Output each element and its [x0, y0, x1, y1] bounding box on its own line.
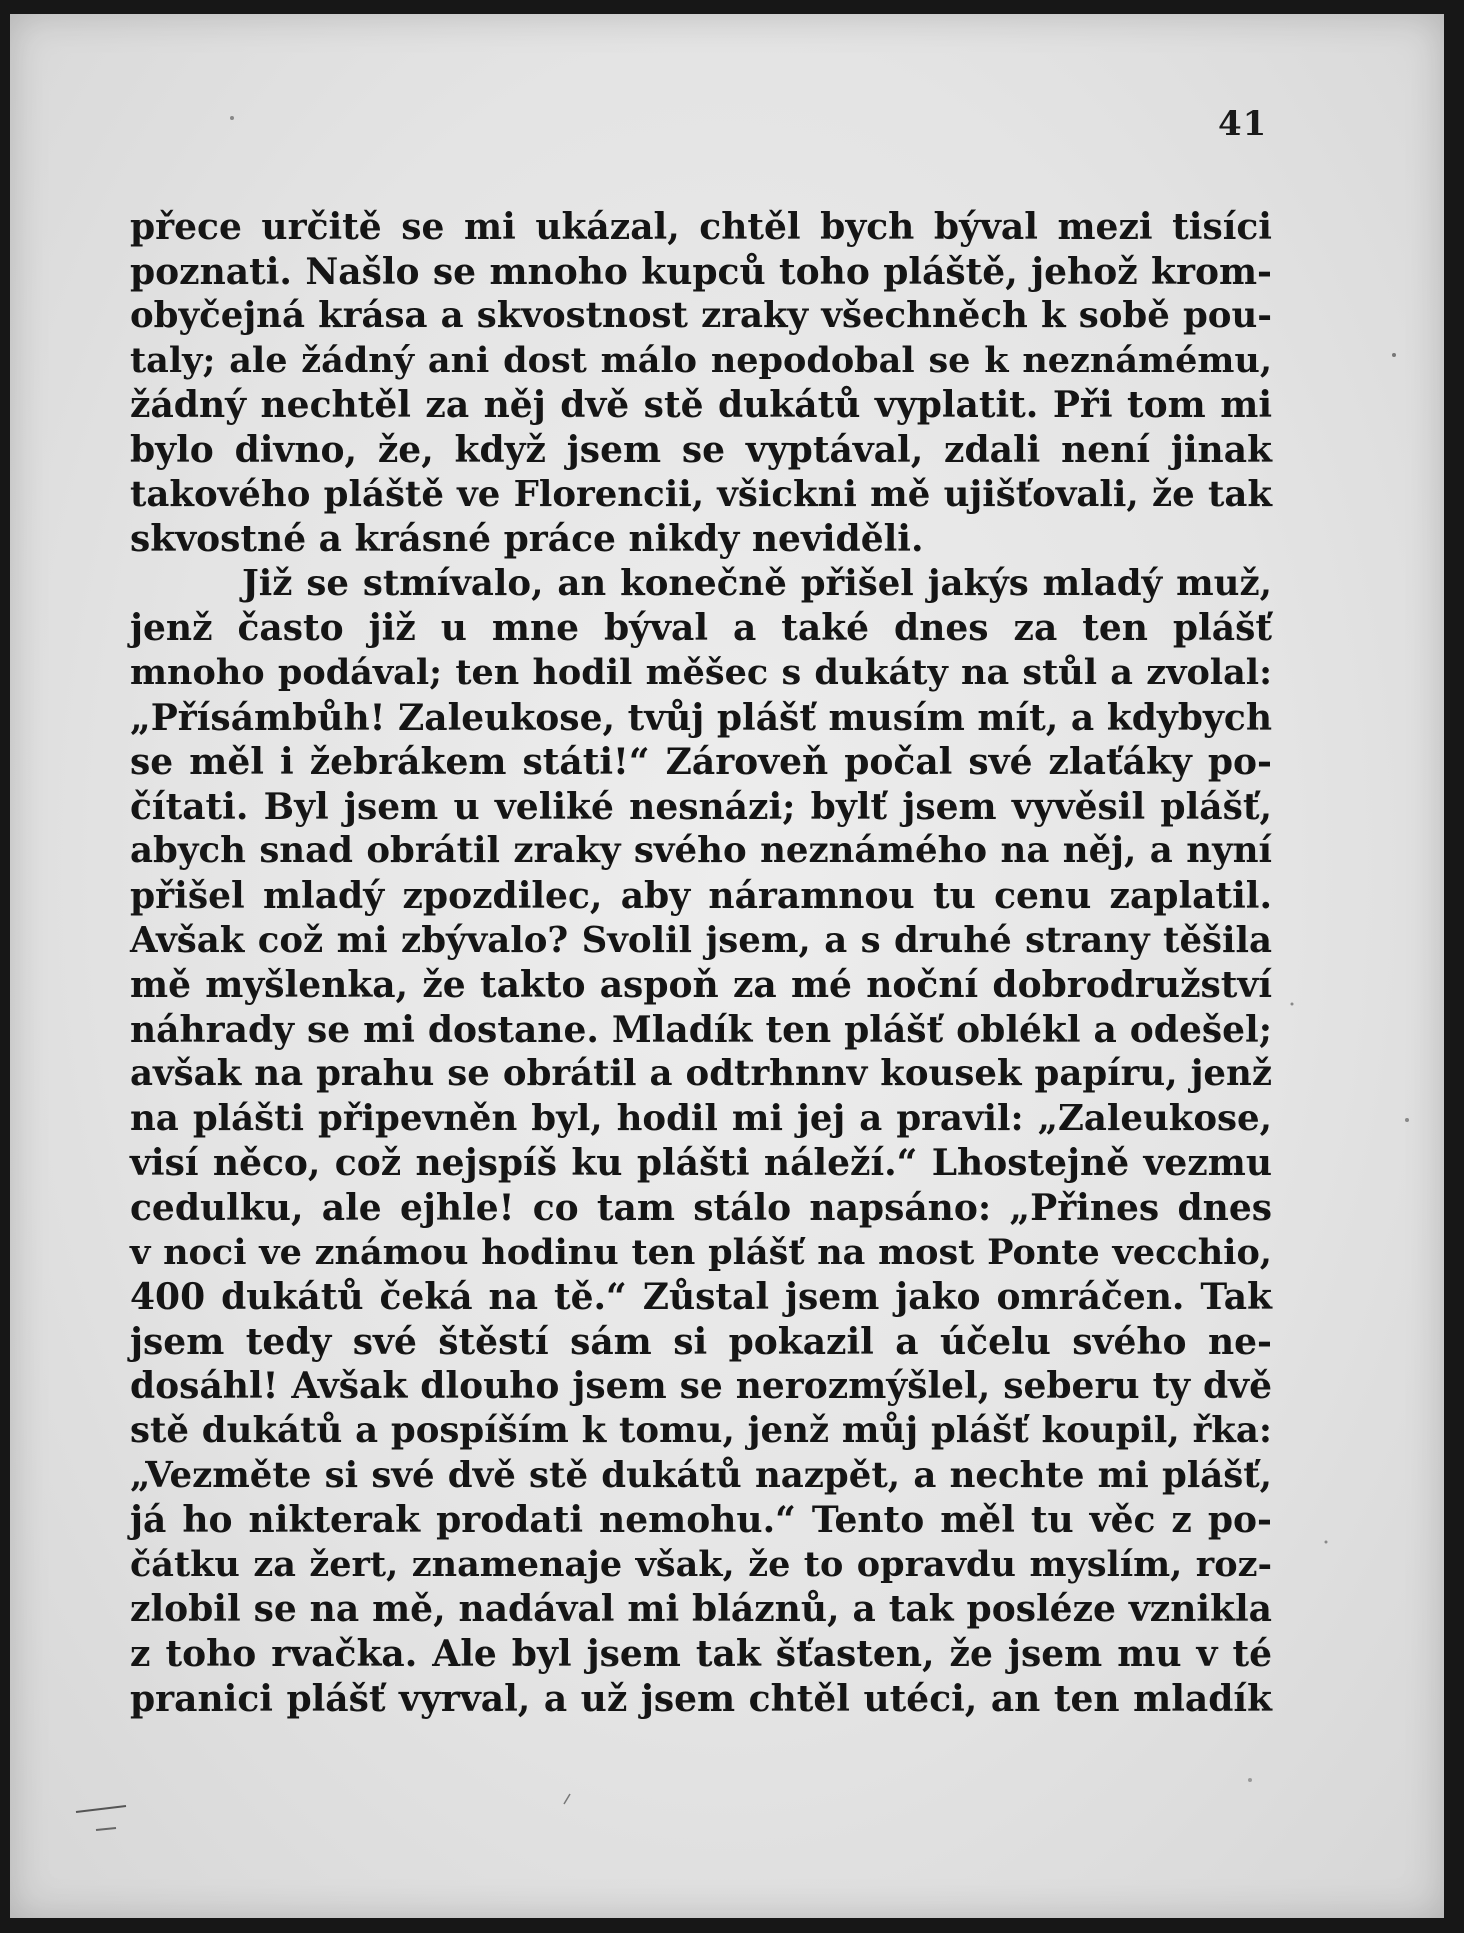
text-line: dosáhl! Avšak dlouho jsem se nerozmýšlel, seberu ty dvě — [130, 1365, 1272, 1408]
text-line: přišel mladý zpozdilec, aby náramnou tu cenu zaplatil. — [130, 874, 1272, 917]
paragraph-end-line: skvostné a krásné práce nikdy neviděli. — [130, 518, 924, 561]
text-line: Avšak což mi zbývalo? Svolil jsem, a s druhé strany těšila — [130, 919, 1272, 961]
body-text — [130, 205, 1272, 1721]
text-line: 400 dukátů čeká na tě.“ Zůstal jsem jako omráčen. Tak — [130, 1276, 1272, 1319]
text-line: obyčejná krása a skvostnost zraky všechněch k sobě pou- — [130, 295, 1272, 337]
text-line: v noci ve známou hodinu ten plášť na most Ponte vecchio, — [130, 1231, 1272, 1273]
text-line: „Vezměte si své dvě stě dukátů nazpět, a nechte mi plášť, — [130, 1454, 1272, 1496]
text-line: taly; ale žádný ani dost málo nepodobal se k neznámému, — [130, 339, 1272, 381]
text-line: mnoho podával; ten hodil měšec s dukáty na stůl a zvolal: — [130, 651, 1272, 693]
text-line: na plášti připevněn byl, hodil mi jej a pravil: „Zaleukose, — [130, 1097, 1272, 1139]
page-number: 41 — [1218, 104, 1268, 144]
paragraph-start-line: Již se stmívalo, an konečně přišel jakýs mladý muž, — [242, 562, 1272, 604]
text-line: avšak na prahu se obrátil a odtrhnnv kousek papíru, jenž — [130, 1053, 1272, 1095]
text-line: poznati. Našlo se mnoho kupců toho pláště, jehož krom- — [130, 250, 1272, 293]
text-line: zlobil se na mě, nadával mi bláznů, a tak posléze vznikla — [130, 1588, 1272, 1631]
text-line: náhrady se mi dostane. Mladík ten plášť oblékl a odešel; — [130, 1008, 1272, 1051]
text-line: stě dukátů a pospíším k tomu, jenž můj plášť koupil, řka: — [130, 1410, 1272, 1452]
text-line: přece určitě se mi ukázal, chtěl bych býval mezi tisíci — [130, 206, 1272, 248]
text-line: jenž často již u mne býval a také dnes za ten plášť — [130, 607, 1272, 650]
text-line: „Přísámbůh! Zaleukose, tvůj plášť musím mít, a kdybych — [130, 696, 1272, 739]
text-line: mě myšlenka, že takto aspoň za mé noční dobrodružství — [130, 964, 1272, 1007]
text-line: abych snad obrátil zraky svého neznámého na něj, a nyní — [130, 830, 1272, 872]
text-line: se měl i žebrákem státi!“ Zároveň počal své zlaťáky po- — [130, 741, 1272, 784]
text-line: čátku za žert, znamenaje však, že to opravdu myslím, roz- — [130, 1543, 1272, 1585]
text-line: visí něco, což nejspíš ku plášti náleží.“ Lhostejně vezmu — [130, 1142, 1272, 1185]
text-line: bylo divno, že, když jsem se vyptával, zdali není jinak — [130, 428, 1272, 471]
text-line: pranici plášť vyrval, a už jsem chtěl utéci, an ten mladík — [130, 1677, 1272, 1720]
text-line: takového pláště ve Florencii, všickni mě ujišťovali, že tak — [130, 473, 1272, 515]
text-line: já ho nikterak prodati nemohu.“ Tento měl tu věc z po- — [130, 1499, 1272, 1542]
text-line: jsem tedy své štěstí sám si pokazil a účelu svého ne- — [130, 1320, 1272, 1363]
text-line: čítati. Byl jsem u veliké nesnázi; bylť jsem vyvěsil plášť, — [130, 785, 1272, 828]
text-line: z toho rvačka. Ale byl jsem tak šťasten, že jsem mu v té — [130, 1633, 1272, 1675]
text-line: cedulku, ale ejhle! co tam stálo napsáno: „Přines dnes — [130, 1187, 1272, 1230]
text-line: žádný nechtěl za něj dvě stě dukátů vyplatit. Při tom mi — [130, 384, 1272, 427]
